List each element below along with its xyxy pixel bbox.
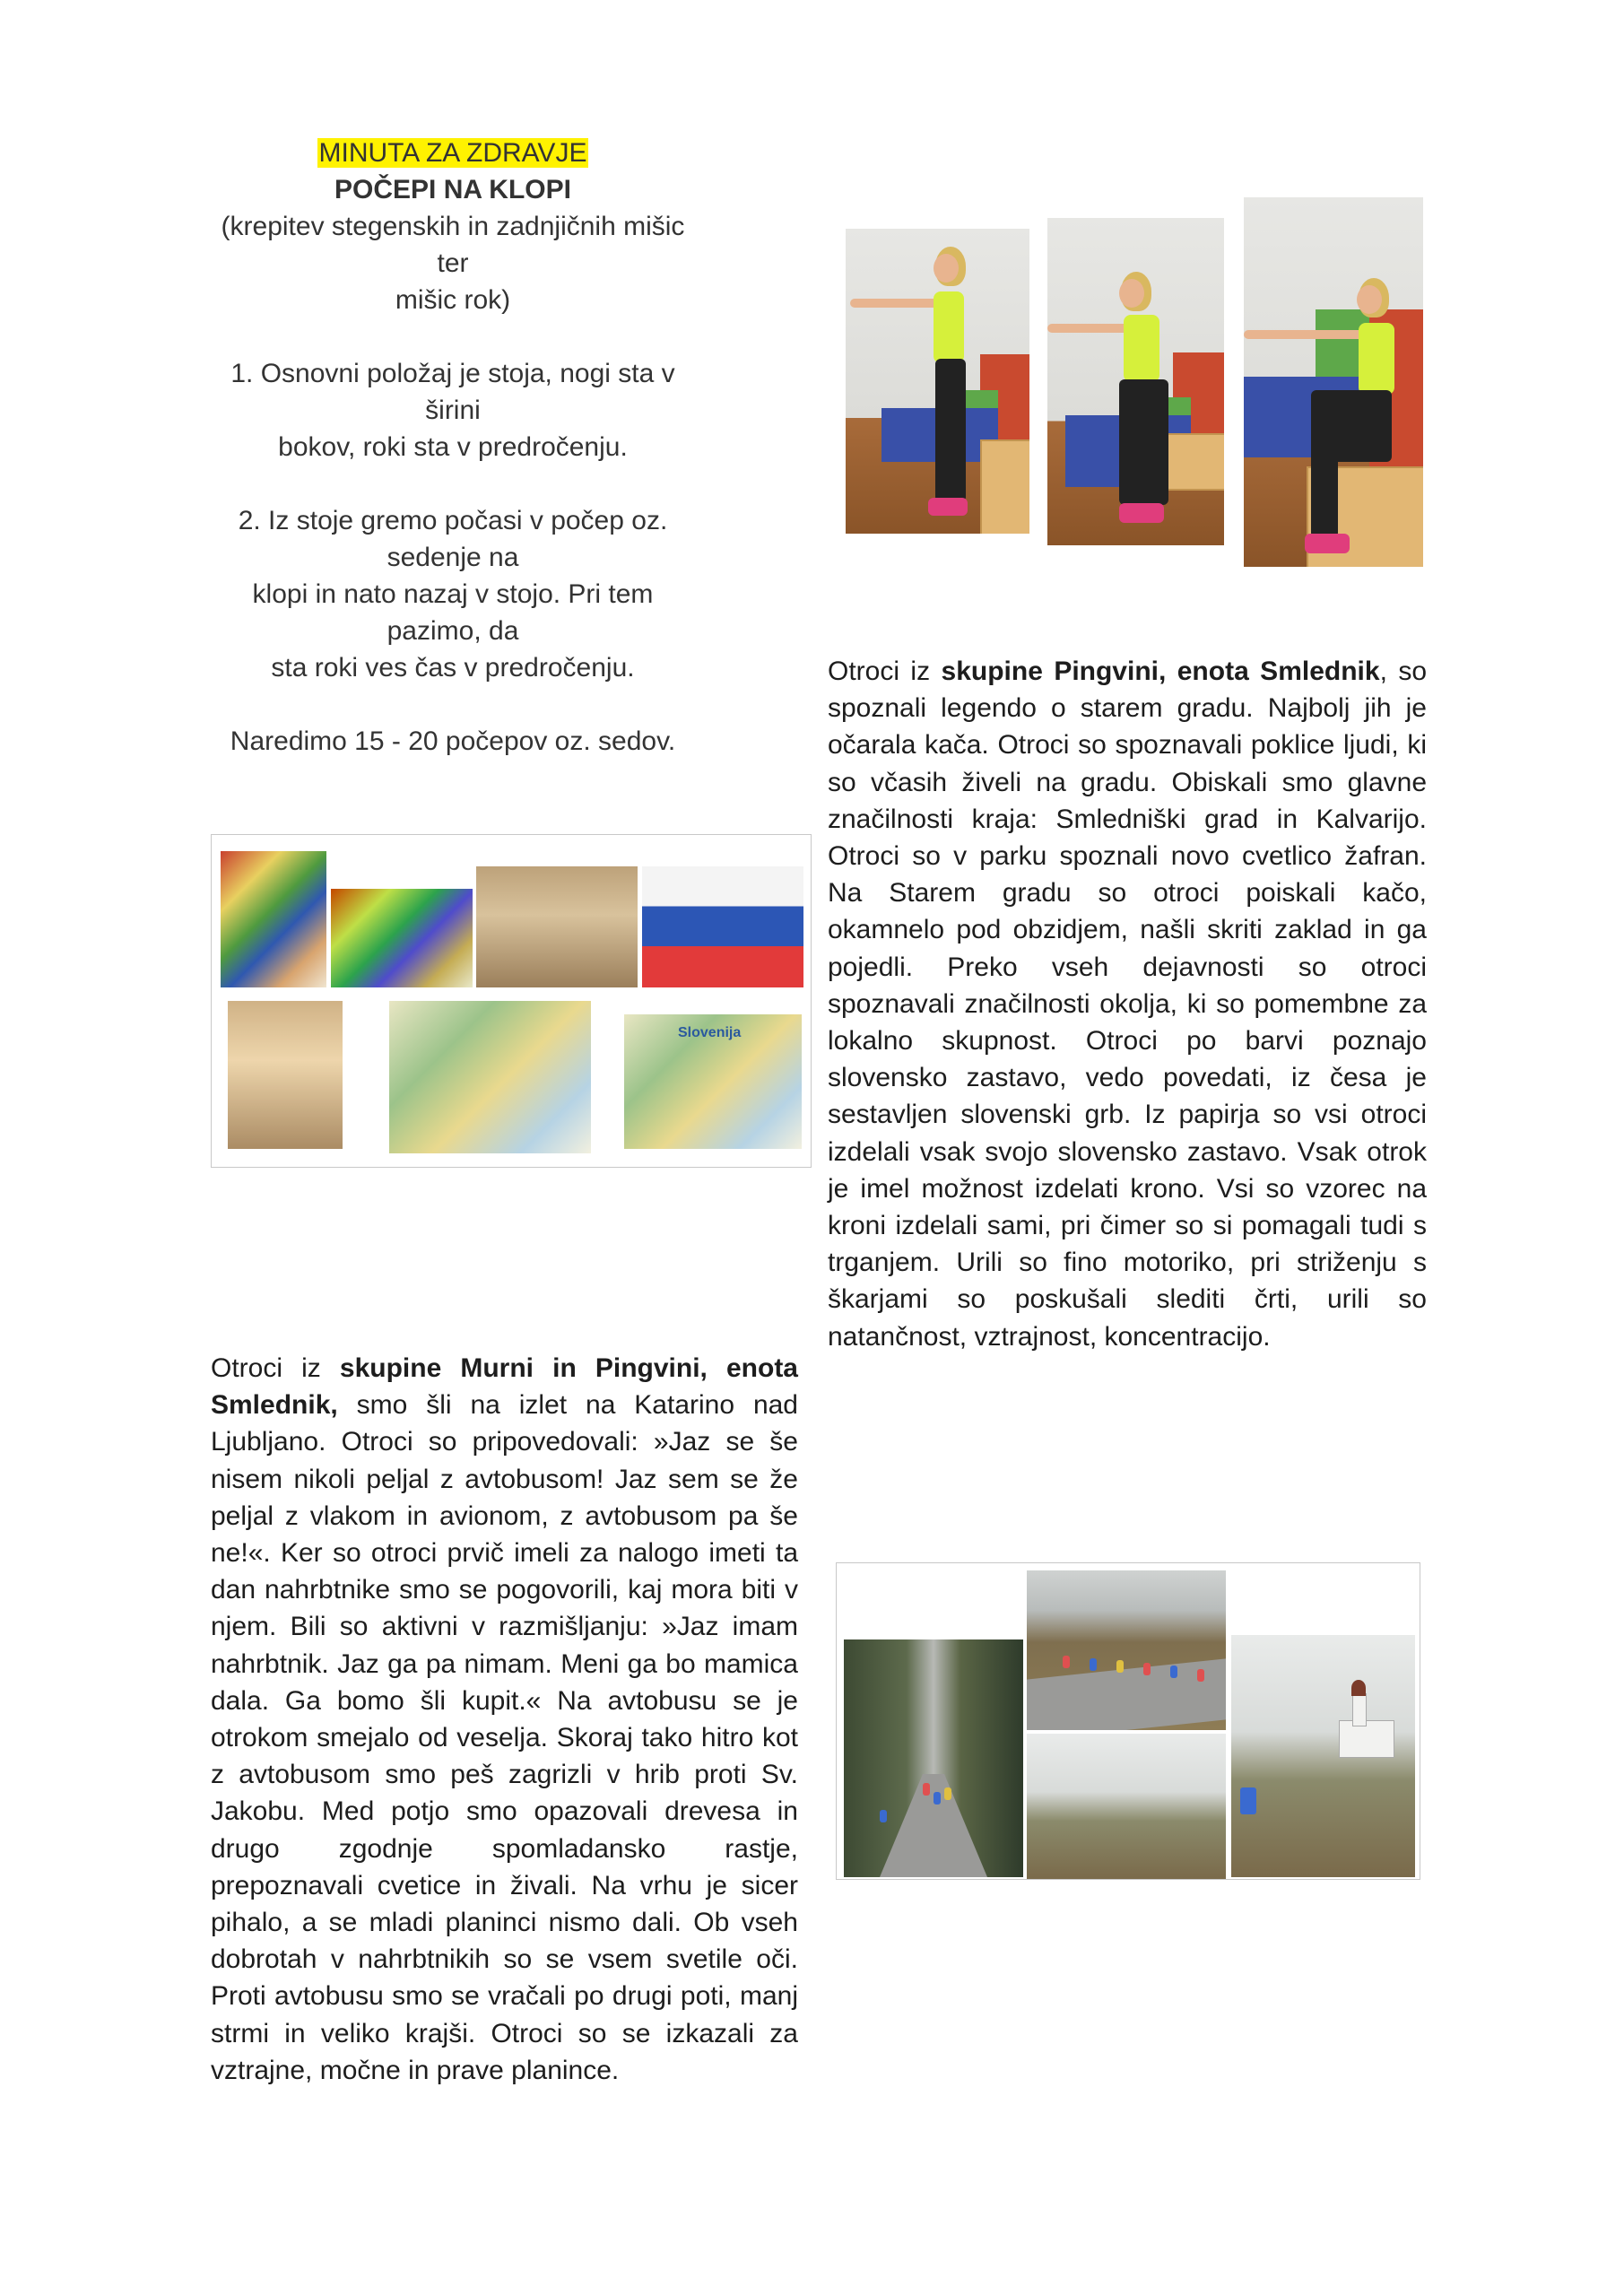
step-2-line-1: 2. Iz stoje gremo počasi v počep oz. sedenje na (238, 506, 668, 572)
article-pingvini-group: skupine Pingvini, enota Smlednik (941, 657, 1380, 686)
article-pingvini-intro: Otroci iz (828, 657, 942, 686)
health-minute-block (202, 135, 704, 760)
activities-collage (211, 834, 812, 1168)
exercise-subtitle-2: mišic rok) (395, 285, 511, 315)
health-minute-tag: MINUTA ZA ZDRAVJE (318, 138, 587, 168)
collage-photo-lego-hands (331, 889, 473, 987)
squat-photo-standing (846, 229, 1029, 534)
squat-photo-half (1047, 218, 1224, 545)
article-pingvini-body: , so spoznali legendo o starem gradu. Najbolj jih je očarala kača. Otroci so spoznavali poklice ljudi, ki so včasih živeli na gradu. Obiskali smo glavne značilnosti kraja: Smledniški grad in Kalvarijo. Otroci so v parku spoznali novo cvetlico žafran. Na Starem gradu so otroci poiskali kačo, okamnelo pod obzidjem, našli skriti zaklad in ga pojedli. Preko vseh dejavnosti so otroci spoznavali značilnosti okolja, ki so pomembne za lokalno skupnost. Otroci po barvi poznajo slovensko zastavo, vedo povedati, iz česa je sestavljen slovenski grb. Iz papirja so vsi otroci izdelali vsak svojo slovensko zastavo. Vsak otrok je imel možnost izdelati krono. Vsi so vzorec na kroni izdelali sami, pri čimer so si pomagali tudi s trganjem. Urili so fino motoriko, pri striženju s škarjami so poskušali slediti črti, urili so natančnost, vztrajnost, koncentracijo. (828, 657, 1428, 1352)
collage-photo-children-screen (476, 866, 638, 987)
article-pingvini (828, 653, 1427, 1355)
article-murni-body: smo šli na izlet na Katarino nad Ljubljano. Otroci so pripovedovali: »Jaz se še nisem nikoli peljal z avtobusom! Jaz sem se že peljal z vlakom in avionom, z avtobusom pa še ne!«. Ker so otroci prvič imeli za nalogo imeti ta dan nahrbtnike smo se pogovorili, kaj mora biti v njem. Bili so aktivni v razmišljanju: »Jaz imam nahrbtnik. Jaz ga pa nimam. Meni ga bo mamica dala. Ga bomo šli kupit.« Na avtobusu se je otrokom smejalo od veselja. Skoraj tako hitro kot z avtobusom smo peš zagrizli v hrib proti Sv. Jakobu. Med potjo smo opazovali drevesa in drugo zgodnje spomladansko rastje, prepoznavali cvetice in živali. Na vrhu je sicer pihalo, a se mladi planinci nismo dali. Ob vseh dobrotah v nahrbtnikih so se vsem svetile oči. Proti avtobusu smo se vračali po drugi poti, manj strmi in veliko krajši. Otroci so se izkazali za vztrajne, močne in prave planince. (211, 1390, 798, 2085)
squat-photo-sitting (1244, 197, 1423, 567)
repetitions-text: Naredimo 15 - 20 počepov oz. sedov. (230, 726, 676, 756)
hike-collage (836, 1562, 1420, 1880)
step-2-line-3: sta roki ves čas v predročenju. (271, 653, 635, 683)
article-murni-pingvini (211, 1350, 798, 2089)
exercise-subtitle-1: (krepitev stegenskih in zadnjičnih mišic ter (221, 212, 685, 278)
collage-photo-slovenija-map (624, 1014, 802, 1149)
step-1-line-1: 1. Osnovni položaj je stoja, nogi sta v širini (230, 359, 675, 425)
exercise-title: POČEPI NA KLOPI (334, 175, 571, 204)
hike-photo-meadow (1027, 1734, 1226, 1879)
step-1-line-2: bokov, roki sta v predročenju. (278, 432, 628, 462)
article-murni-intro: Otroci iz (211, 1353, 340, 1383)
collage-photo-flag-craft (642, 866, 803, 987)
collage-photo-wooden-room (228, 1001, 343, 1149)
slovenija-map-label: Slovenija (678, 1025, 742, 1040)
collage-photo-children-map (389, 1001, 591, 1153)
hike-photo-forest-road (844, 1639, 1023, 1877)
collage-photo-lego-tower (221, 851, 326, 987)
hike-photo-hillside-line (1027, 1570, 1226, 1730)
step-2-line-2: klopi in nato nazaj v stojo. Pri tem pazimo, da (252, 579, 654, 646)
article-murni-group: skupine Murni in Pingvini, enota Smlednik, (211, 1353, 798, 1421)
hike-photo-church (1231, 1635, 1415, 1877)
